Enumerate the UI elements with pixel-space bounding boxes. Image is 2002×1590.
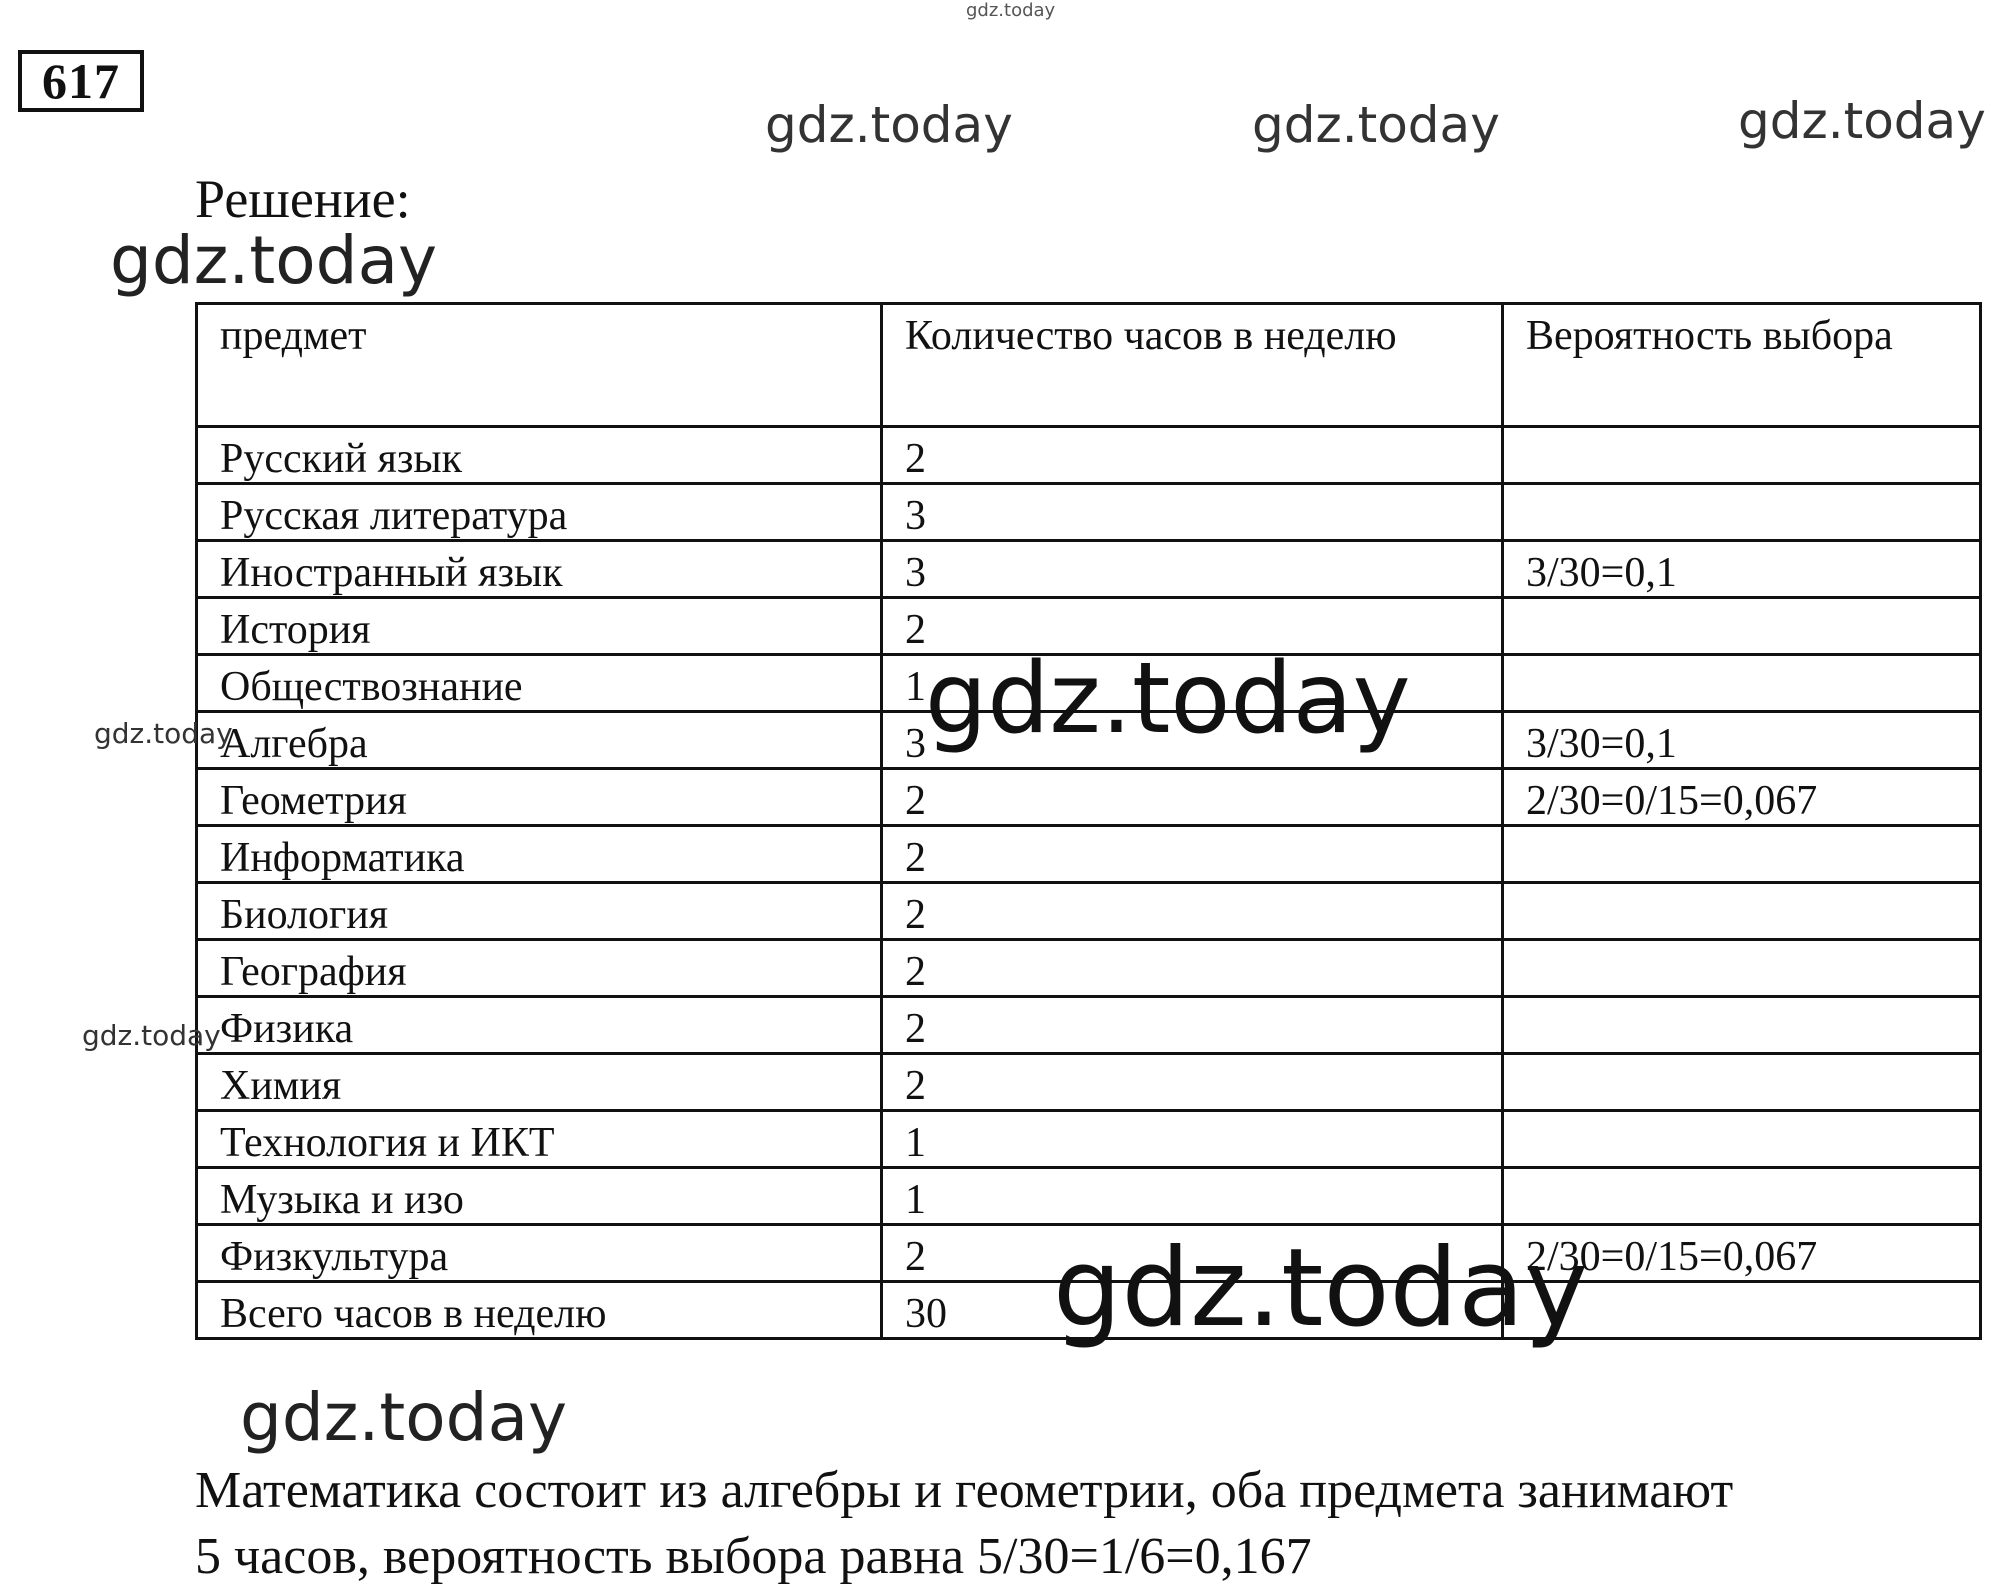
cell-probability: 2/30=0/15=0,067 — [1503, 769, 1981, 826]
watermark: gdz.today — [94, 717, 233, 750]
table-row — [197, 541, 1981, 598]
table-row — [197, 883, 1981, 940]
cell-subject: Биология — [197, 883, 882, 940]
watermark: gdz.today — [240, 1379, 568, 1456]
cell-subject: Физкультура — [197, 1225, 882, 1282]
cell-hours: 1 — [882, 655, 1503, 712]
table-row — [197, 484, 1981, 541]
cell-subject: Музыка и изо — [197, 1168, 882, 1225]
table-row — [197, 826, 1981, 883]
cell-subject: Алгебра — [197, 712, 882, 769]
table-row — [197, 427, 1981, 484]
conclusion-line-1: Математика состоит из алгебры и геометрии, оба предмета занимают — [195, 1462, 1734, 1519]
cell-subject: Русская литература — [197, 484, 882, 541]
table-header-row — [197, 304, 1981, 427]
cell-probability: 2/30=0/15=0,067 — [1503, 1225, 1981, 1282]
cell-hours: 3 — [882, 712, 1503, 769]
cell-probability — [1503, 598, 1981, 655]
watermark: gdz.today — [1252, 96, 1500, 154]
cell-hours: 3 — [882, 484, 1503, 541]
table-row — [197, 997, 1981, 1054]
cell-subject: Физика — [197, 997, 882, 1054]
cell-hours: 2 — [882, 826, 1503, 883]
cell-subject: История — [197, 598, 882, 655]
cell-probability — [1503, 826, 1981, 883]
cell-subject: Иностранный язык — [197, 541, 882, 598]
cell-probability: 3/30=0,1 — [1503, 712, 1981, 769]
cell-probability — [1503, 1168, 1981, 1225]
cell-probability — [1503, 1111, 1981, 1168]
subjects-table — [195, 302, 1982, 1340]
cell-hours: 2 — [882, 427, 1503, 484]
watermark: gdz.today — [765, 96, 1013, 154]
cell-hours: 2 — [882, 1054, 1503, 1111]
cell-probability — [1503, 883, 1981, 940]
cell-probability — [1503, 1054, 1981, 1111]
cell-subject: Всего часов в неделю — [197, 1282, 882, 1339]
watermark: gdz.today — [966, 0, 1056, 21]
task-number: 617 — [18, 50, 144, 112]
cell-subject: Геометрия — [197, 769, 882, 826]
cell-hours: 2 — [882, 769, 1503, 826]
cell-hours: 2 — [882, 997, 1503, 1054]
cell-probability — [1503, 655, 1981, 712]
cell-subject: Химия — [197, 1054, 882, 1111]
table-row — [197, 1111, 1981, 1168]
watermark: gdz.today — [110, 222, 438, 299]
header-hours: Количество часов в неделю — [882, 304, 1503, 427]
cell-probability — [1503, 427, 1981, 484]
table-row — [197, 940, 1981, 997]
solution-heading: Решение: — [195, 169, 411, 229]
cell-hours: 1 — [882, 1111, 1503, 1168]
cell-probability — [1503, 940, 1981, 997]
cell-hours: 3 — [882, 541, 1503, 598]
watermark: gdz.today — [925, 642, 1411, 756]
cell-hours: 2 — [882, 940, 1503, 997]
cell-hours: 1 — [882, 1168, 1503, 1225]
cell-probability — [1503, 484, 1981, 541]
cell-probability — [1503, 997, 1981, 1054]
cell-subject: Технология и ИКТ — [197, 1111, 882, 1168]
cell-hours: 2 — [882, 598, 1503, 655]
cell-hours: 30 — [882, 1282, 1503, 1339]
header-probability: Вероятность выбора — [1503, 304, 1981, 427]
cell-subject: Информатика — [197, 826, 882, 883]
watermark: gdz.today — [82, 1019, 221, 1052]
cell-hours: 2 — [882, 1225, 1503, 1282]
table-row — [197, 769, 1981, 826]
header-subject: предмет — [197, 304, 882, 427]
table-row — [197, 1168, 1981, 1225]
cell-subject: Русский язык — [197, 427, 882, 484]
conclusion-text — [195, 1458, 1985, 1590]
cell-probability: 3/30=0,1 — [1503, 541, 1981, 598]
cell-subject: Обществознание — [197, 655, 882, 712]
conclusion-line-2: 5 часов, вероятность выбора равна 5/30=1/6=0,167 — [195, 1528, 1312, 1585]
watermark: gdz.today — [1053, 1226, 1589, 1351]
cell-hours: 2 — [882, 883, 1503, 940]
cell-subject: География — [197, 940, 882, 997]
table-row — [197, 1054, 1981, 1111]
watermark: gdz.today — [1738, 92, 1986, 150]
